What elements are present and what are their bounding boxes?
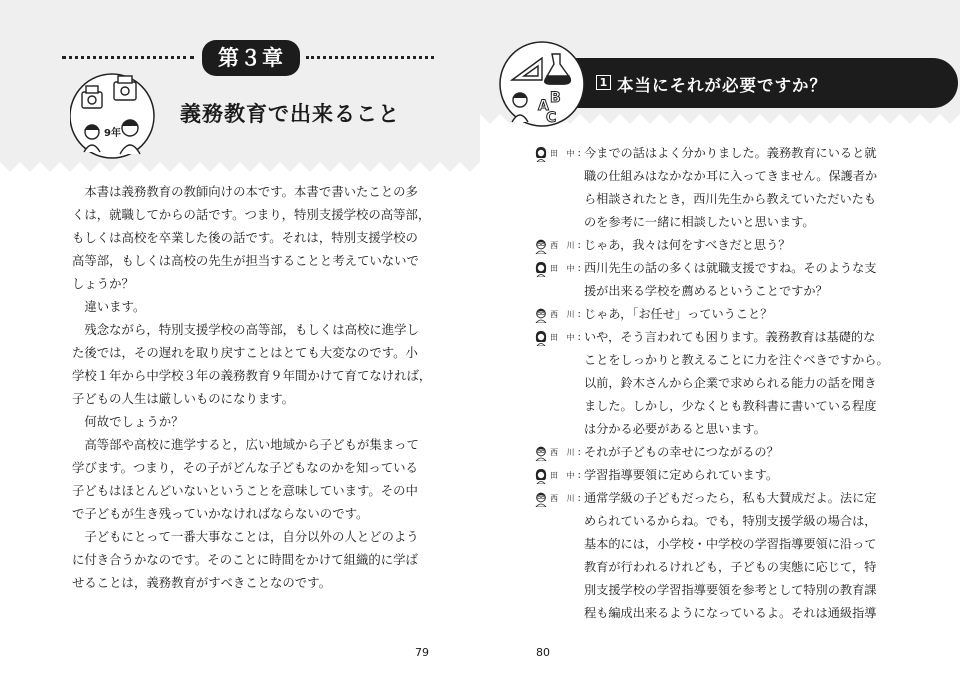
speaker-colon: : [577,470,581,481]
paragraph [72,295,444,318]
text-line: 子どもの人生は厳しいものになります。 [72,391,295,406]
page-number: 79 [415,646,429,659]
body-text [72,180,444,594]
text-line: 子どもにとって一番大事なことは，自分以外の人とどのよう [84,529,419,544]
speaker [534,326,584,349]
speaker-name: 田 中 [550,333,578,342]
utterance-line: 程も編成出来るようになっているよ。それは通級指導 [584,606,877,620]
chapter-title: 義務教育で出来ること [180,102,400,126]
dialogue-turn [534,142,948,234]
speaker [534,303,584,326]
speaker-colon: : [577,447,581,458]
dialogue-turn [534,326,948,441]
illustration-caption: 9年 [104,128,121,139]
section-title: 本当にそれが必要ですか？ [617,76,827,95]
speaker-colon: : [577,148,581,159]
utterance-line: ことをしっかりと教えることに力を注ぐべきですから。 [584,353,889,367]
utterance-line: められているからね。でも，特別支援学級の場合は， [584,514,877,528]
utterance [584,441,948,464]
utterance-line: のを参考に一緒に相談したいと思います。 [584,215,815,229]
text-line: もしくは高校を卒業した後の話です。それは，特別支援学校の [72,230,418,245]
utterance-line: じゃあ，我々は何をすべきだと思う？ [584,238,791,252]
paragraph [72,318,444,410]
speaker [534,464,584,487]
section-number: 1 [596,75,611,90]
utterance-line: ました。しかし，少なくとも教科書に書いている程度 [584,399,877,413]
utterance [584,303,948,326]
utterance-line: は分かる必要があると思います。 [584,422,766,436]
text-line: 高等部，もしくは高校の先生が担当することと考えていないで [72,253,419,268]
speaker-male-icon [534,445,548,461]
speaker-female-icon [534,261,548,277]
speaker-name: 西 川 [550,494,578,503]
utterance-line: 以前，鈴木さんから企業で求められる能力の話を聞き [584,376,877,390]
abc-letter: A [538,98,549,114]
speaker-name: 西 川 [550,448,578,457]
text-line: 残念ながら，特別支援学校の高等部，もしくは高校に進学し [84,322,419,337]
utterance-line: 今までの話はよく分かりました。義務教育にいると就 [584,146,877,160]
utterance-line: 基本的には，小学校・中学校の学習指導要領に沿って [584,537,877,551]
paragraph [72,433,444,525]
speaker-colon: : [577,263,581,274]
dialogue-turn [534,303,948,326]
utterance-line: じゃあ，「お任せ」っていうこと？ [584,307,773,321]
utterance [584,464,948,487]
utterance-line: 教育が行われるけれども，子どもの実態に応じて，特 [584,560,877,574]
speaker-name: 西 川 [550,310,578,319]
speaker-name: 西 川 [550,241,578,250]
abc-letter: C [546,110,557,126]
speaker [534,142,584,165]
speaker-colon: : [577,309,581,320]
right-page [480,0,960,680]
dialogue-turn [534,464,948,487]
utterance-line: 別支援学校の学習指導要領を参考として特別の教育課 [584,583,877,597]
paragraph [72,180,444,295]
abc-letter: B [550,90,561,106]
speaker-male-icon [534,307,548,323]
utterance-line: ら相談されたとき，西川先生から教えていただいたも [584,192,877,206]
speaker [534,487,584,510]
utterance-line: 職の仕組みはなかなか耳に入ってきません。保護者か [584,169,878,183]
text-line: しょうか？ [72,276,134,291]
utterance [584,487,948,625]
speaker-colon: : [577,493,581,504]
utterance-line: それが子どもの幸せにつながるの？ [584,445,779,459]
utterance-line: 通常学級の子どもだったら，私も大賛成だよ。法に定 [584,491,877,505]
speaker [534,234,584,257]
utterance [584,257,948,303]
speaker-name: 田 中 [550,264,578,273]
text-line: 本書は義務教育の教師向けの本です。本書で書いたことの多 [84,184,418,199]
speaker-name: 田 中 [550,471,578,480]
dialogue [534,142,948,625]
chapter-illustration [70,70,160,162]
speaker-colon: : [577,332,581,343]
utterance-line: いや，そう言われても困ります。義務教育は基礎的な [584,330,876,344]
text-line: 学校１年から中学校３年の義務教育９年間かけて育てなければ， [72,368,432,383]
speaker-female-icon [534,330,548,346]
text-line: くは，就職してからの話です。つまり，特別支援学校の高等部， [72,207,431,222]
text-line: に付き合うかなのです。そのことに時間をかけて組織的に学ば [72,552,418,567]
text-line: 高等部や高校に進学すると，広い地域から子どもが集まって [84,437,419,452]
dialogue-turn [534,441,948,464]
section-illustration [498,40,588,130]
dialogue-turn [534,487,948,625]
text-line: た後では，その遅れを取り戻すことはとても大変なのです。小 [72,345,418,360]
speaker-male-icon [534,238,548,254]
dialogue-turn [534,234,948,257]
text-line: 何故でしょうか？ [84,414,184,429]
page-number: 80 [536,646,550,659]
utterance [584,326,948,441]
speaker-male-icon [534,491,548,507]
speaker-female-icon [534,468,548,484]
paragraph [72,410,444,433]
dotted-rule-right [306,56,434,59]
utterance-line: 学習指導要領に定められています。 [584,468,779,482]
speaker-colon: : [577,240,581,251]
dotted-rule-left [62,56,194,59]
text-line: 違います。 [84,299,146,314]
utterance [584,234,948,257]
utterance [584,142,948,234]
paragraph [72,525,444,594]
text-line: 子どもはほとんどいないということを意味しています。その中 [72,483,418,498]
speaker [534,257,584,280]
utterance-line: 西川先生の話の多くは就職支援ですね。そのような支 [584,261,877,275]
speaker-female-icon [534,146,548,162]
chapter-badge: 第３章 [202,40,300,76]
dialogue-turn [534,257,948,303]
speaker [534,441,584,464]
speaker-name: 田 中 [550,149,578,158]
utterance-line: 援が出来る学校を薦めるということですか？ [584,284,828,298]
text-line: で子どもが生き残っていかなければならないのです。 [72,506,369,521]
text-line: せることは，義務教育がすべきことなのです。 [72,575,331,590]
text-line: 学びます。つまり，その子がどんな子どもなのかを知っている [72,460,418,475]
